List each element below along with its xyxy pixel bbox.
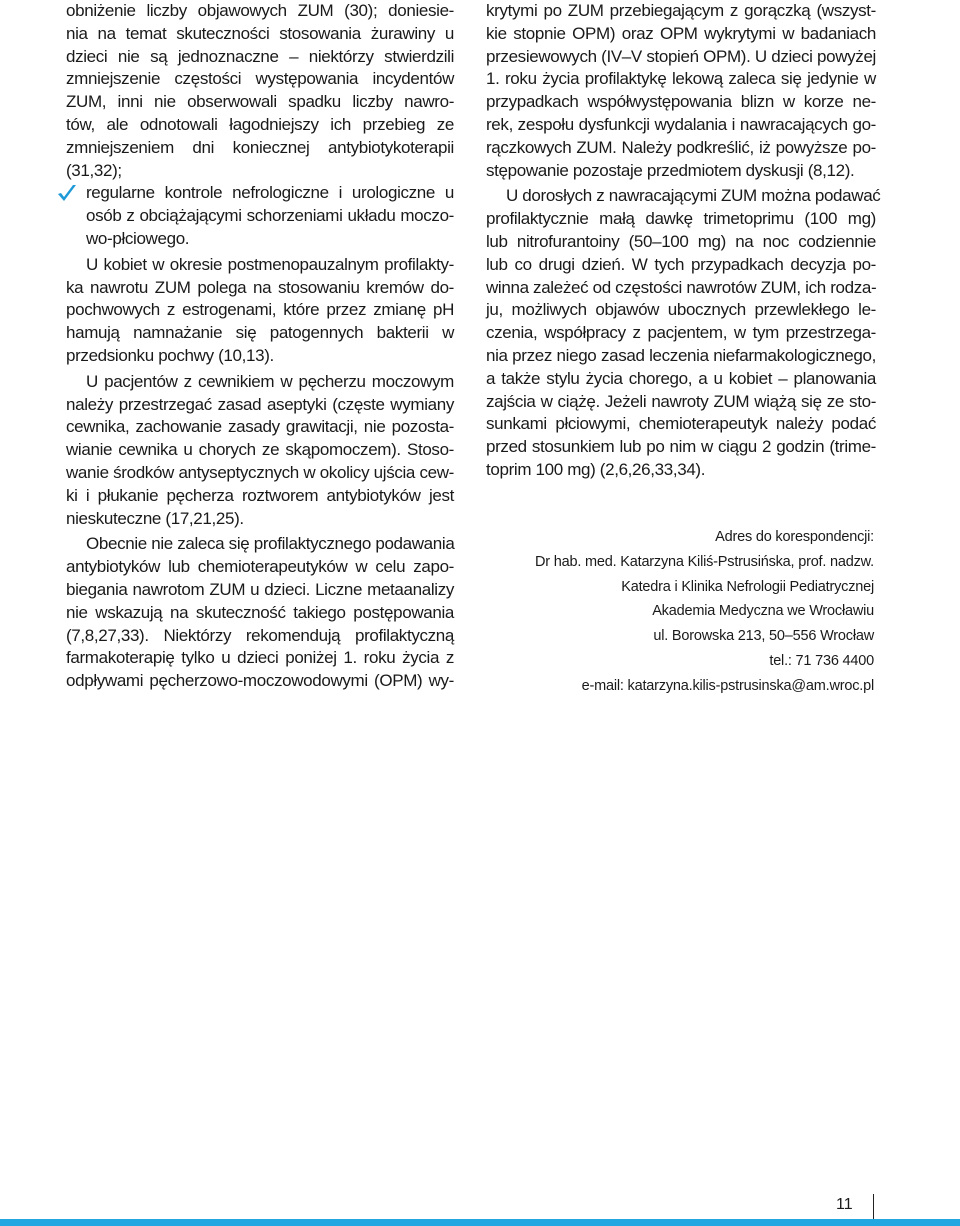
text-line: lub co drugi dzień. W tych przypadkach decyzja po-: [486, 254, 876, 274]
paragraph-first-line: U kobiet w okresie postmenopauzalnym profilakty-: [86, 254, 454, 274]
text-line: toprim 100 mg) (2,6,26,33,34).: [486, 459, 706, 479]
correspondence-address: [535, 527, 874, 701]
correspondence-name: Dr hab. med. Katarzyna Kiliś-Pstrusińska, prof. nadzw.: [535, 553, 874, 570]
correspondence-department: Katedra i Klinika Nefrologii Pediatrycznej: [621, 578, 874, 595]
text-line: ki i płukanie pęcherza roztworem antybiotyków jest: [66, 485, 454, 505]
paragraph-first-line: Obecnie nie zaleca się profilaktycznego podawania: [86, 534, 455, 554]
text-line: przed stosunkiem lub po nim w ciągu 2 godzin (trime-: [486, 437, 876, 457]
text-line: 1. roku życia profilaktykę lekową zaleca się jedynie w: [486, 69, 876, 89]
bottom-color-strip: [0, 1219, 960, 1226]
right-column: [486, 0, 881, 482]
paragraph-first-line: U pacjentów z cewnikiem w pęcherzu moczowym: [86, 371, 454, 391]
text-line: zmniejszenie częstości występowania incydentów: [66, 69, 454, 89]
text-line: krytymi po ZUM przebiegającym z gorączką (wszyst-: [486, 1, 876, 20]
text-line: rączkowych ZUM. Należy podkreślić, iż powyższe po-: [486, 137, 876, 157]
text-line: stępowanie pozostaje przedmiotem dyskusji (8,12).: [486, 160, 855, 180]
text-line: zmniejszeniem dni koniecznej antybiotykoterapii: [66, 137, 454, 157]
correspondence-phone: tel.: 71 736 4400: [769, 652, 874, 669]
text-line: ka nawrotu ZUM polega na stosowaniu kremów do-: [66, 277, 454, 297]
text-line: należy przestrzegać zasad aseptyki (częste wymiany: [66, 394, 454, 414]
bullet-text-line: osób z obciążającymi schorzeniami układu moczo-: [86, 206, 454, 226]
text-line: hamują namnażanie się patogennych bakterii w: [66, 323, 454, 343]
text-line: odpływami pęcherzowo-moczowodowymi (OPM) wy-: [66, 671, 454, 691]
text-line: lub nitrofurantoiny (50–100 mg) na noc codziennie: [486, 231, 876, 251]
text-line: sunkami płciowymi, chemioterapeutyk należy podać: [486, 414, 876, 434]
page-number: 11: [836, 1196, 853, 1213]
text-line: nia na temat skuteczności stosowania żurawiny u: [66, 23, 454, 43]
correspondence-heading: Adres do korespondencji:: [715, 529, 874, 545]
text-line: nieskuteczne (17,21,25).: [66, 508, 244, 528]
paragraph-first-line: U dorosłych z nawracającymi ZUM można podawać: [506, 186, 881, 206]
text-line: czenia, współpracy z pacjentem, w tym przestrzega-: [486, 323, 876, 343]
text-line: przedsionku pochwy (10,13).: [66, 345, 274, 365]
text-line: dzieci nie są jednoznaczne – niektórzy stwierdzili: [66, 46, 454, 66]
checkmark-icon: [56, 182, 78, 204]
text-line: (31,32);: [66, 160, 122, 180]
bullet-text-line: wo-płciowego.: [86, 228, 190, 248]
text-line: ju, możliwych objawów ubocznych przewlekłego le-: [486, 300, 876, 320]
text-line: ZUM, inni nie obserwowali spadku liczby nawro-: [66, 92, 454, 112]
correspondence-street: ul. Borowska 213, 50–556 Wrocław: [653, 628, 874, 645]
text-line: cewnika, zachowanie zasady grawitacji, nie pozosta-: [66, 417, 454, 437]
text-line: kie stopnie OPM) oraz OPM wykrytymi w badaniach: [486, 23, 876, 43]
text-line: nie wskazują na skuteczność takiego postępowania: [66, 602, 454, 622]
text-line: rek, zespołu dysfunkcji wydalania i nawracających go-: [486, 114, 876, 134]
text-line: obniżenie liczby objawowych ZUM (30); doniesie-: [66, 1, 454, 20]
text-line: zajścia w ciążę. Jeżeli nawroty ZUM wiążą się ze sto-: [486, 391, 876, 411]
text-line: a także stylu życia chorego, a u kobiet – planowania: [486, 368, 876, 388]
correspondence-email: e-mail: katarzyna.kilis-pstrusinska@am.wroc.pl: [581, 677, 874, 694]
correspondence-institution: Akademia Medyczna we Wrocławiu: [652, 603, 874, 620]
text-line: farmakoterapię tylko u dzieci poniżej 1. roku życia z: [66, 648, 454, 668]
page-number-divider: [873, 1194, 874, 1220]
text-line: winna zależeć od częstości nawrotów ZUM, ich rodza-: [486, 277, 877, 297]
left-column: [66, 0, 454, 693]
text-line: tów, ale odnotowali łagodniejszy ich przebieg ze: [66, 114, 454, 134]
text-line: biegania nawrotom ZUM u dzieci. Liczne metaanalizy: [66, 579, 454, 599]
text-line: antybiotyków lub chemioterapeutyków w celu zapo-: [66, 557, 454, 577]
text-line: profilaktycznie małą dawkę trimetoprimu (100 mg): [486, 209, 876, 229]
text-line: przesiewowych (IV–V stopień OPM). U dzieci powyżej: [486, 46, 876, 66]
text-line: wianie cewnika u chorych ze skąpomoczem). Stoso-: [66, 440, 454, 460]
text-line: (7,8,27,33). Niektórzy rekomendują profilaktyczną: [66, 625, 454, 645]
text-line: wanie środków antyseptycznych w okolicy ujścia cew-: [66, 462, 454, 482]
text-line: przypadkach współwystępowania blizn w korze ne-: [486, 92, 876, 112]
text-line: nia przez niego zasad leczenia niefarmakologicznego,: [486, 345, 876, 365]
text-line: pochwowych z estrogenami, które przez zmianę pH: [66, 300, 454, 320]
bullet-text-line: regularne kontrole nefrologiczne i urologiczne u: [86, 183, 454, 203]
